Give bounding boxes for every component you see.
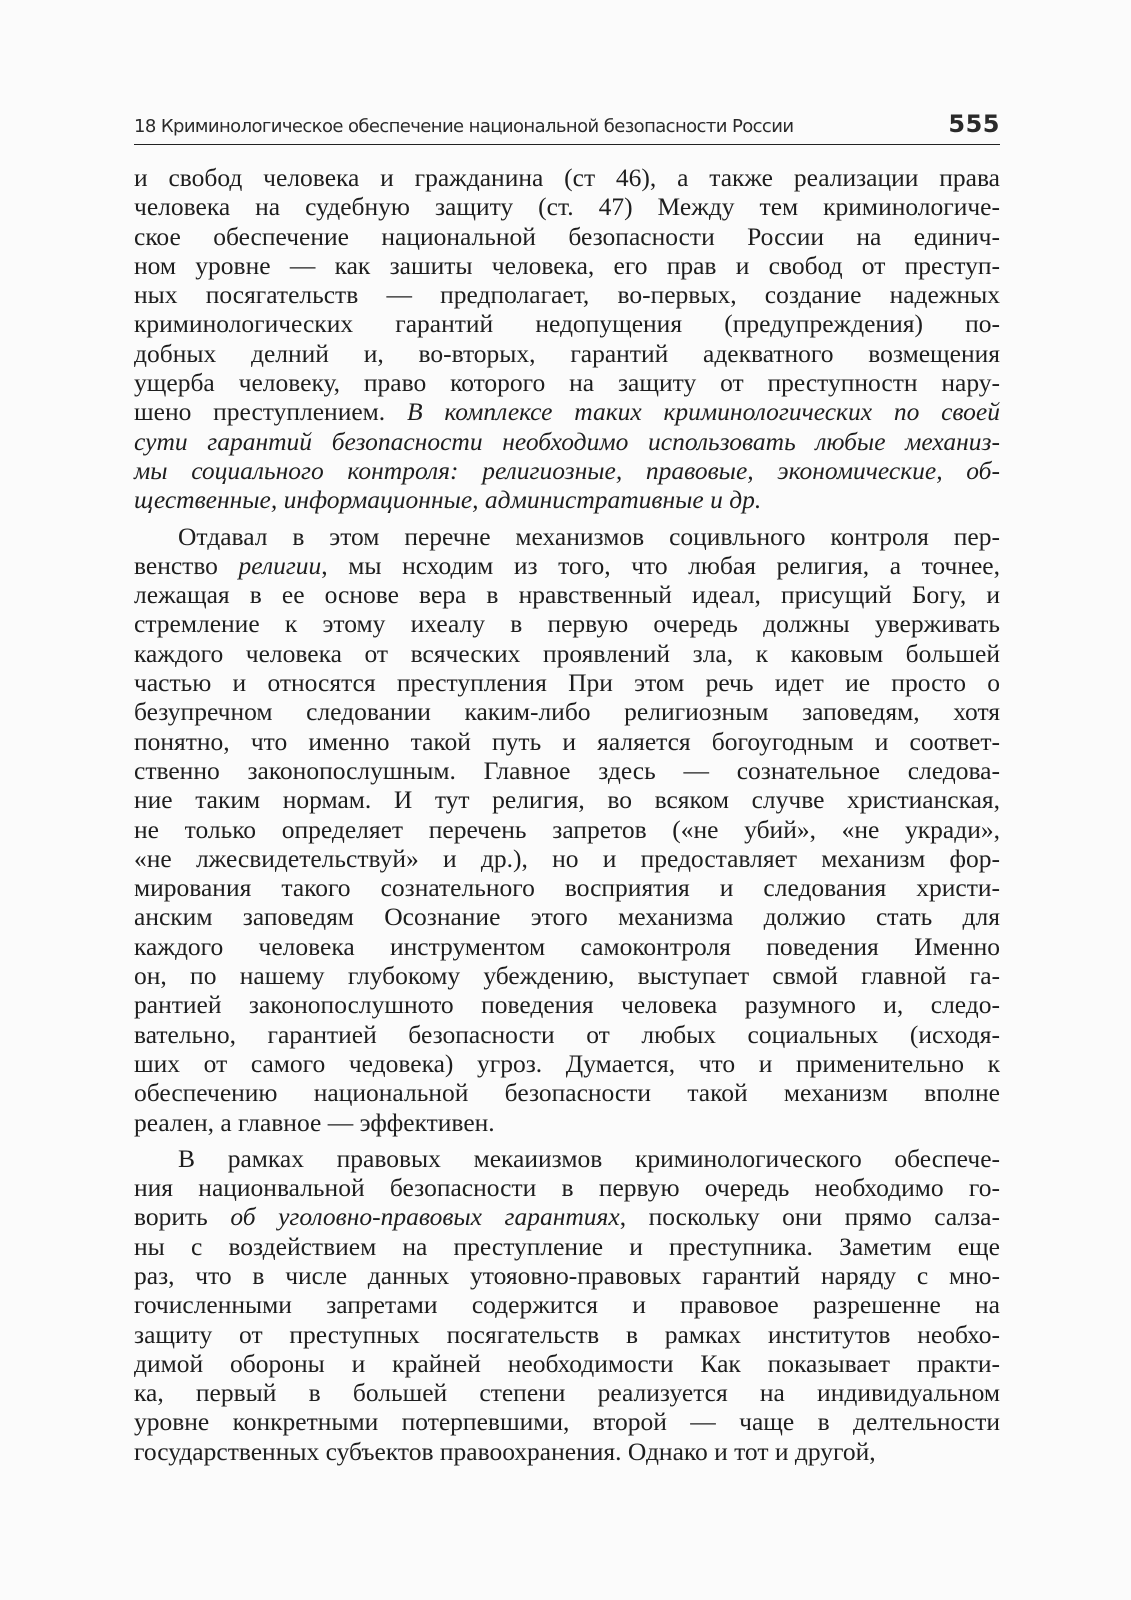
text-run: не только определяет перечень запретов («не убий», «не укради», [134,814,1000,844]
text-run: вательно, гарантией безопасности от любых социальных (исходя- [134,1019,1000,1049]
italic-run: мы социального контроля: религиозные, правовые, экономические, об- [134,455,1000,485]
text-run: он, по нашему глубокому убеждению, выступает свмой главной га- [134,961,1000,991]
paragraph [134,522,1000,1137]
text-run: обеспечению национальной безопасности такой механизм вполне [134,1078,1000,1108]
paragraph [134,163,1000,515]
paragraph [134,1144,1000,1466]
text-line [134,1202,1000,1231]
text-run: анским заповедям Осознание этого механизма должио стать для [134,902,1000,932]
italic-run: В комплексе таких криминологических по своей [406,397,1000,427]
italic-run: об уголовно-правовых гарантиях [230,1202,620,1232]
text-run: ния национвальной безопасности в первую очередь необходимо го- [134,1173,1000,1203]
text-run: стремление к этому ихеалу в первую очередь должны уверживать [134,609,1000,639]
text-run: лежащая в ее основе вера в нравственный идеал, присущий Богу, и [134,580,1000,610]
text-run: ном уровне — как зашиты человека, его прав и свобод от преступ- [134,250,1000,280]
text-line [134,1261,1000,1290]
text-line [134,1407,1000,1436]
text-run: ны с воздействием на преступление и преступника. Заметим еще [134,1231,1000,1261]
text-line [134,251,1000,280]
text-line [134,727,1000,756]
text-line [134,551,1000,580]
text-run: каждого человека инструментом самоконтроля поведения Именно [134,931,1000,961]
text-line [134,522,1000,551]
running-header [134,110,1000,145]
chapter-title: 18 Криминологическое обеспечение национальной безопасности России [134,116,794,137]
text-run: добных делний и, во-вторых, гарантий адекватного возмещения [134,338,1000,368]
italic-run: щественные, информационные, административные и др. [134,485,762,515]
text-line [134,990,1000,1019]
text-line [134,1378,1000,1407]
text-run: государственных субъектов правоохранения. Однако и тот и другой, [134,1436,876,1466]
text-line [134,485,1000,514]
text-line [134,1173,1000,1202]
text-line [134,427,1000,456]
text-line [134,1349,1000,1378]
text-run: «не лжесвидетельствуй» и др.), но и предоставляет механизм фор- [134,843,1000,873]
text-line [134,815,1000,844]
text-run: ущерба человеку, право которого на защиту от преступностн нару- [134,368,1000,398]
text-run: мирования такого сознательного восприятия и следования христи- [134,873,1000,903]
text-run: димой обороны и крайней необходимости Как показывает практи- [134,1348,1000,1378]
text-line [134,961,1000,990]
text-run: реален, а главное — эффективен. [134,1107,495,1137]
body-text [134,163,1000,1466]
text-line [134,756,1000,785]
text-run: ское обеспечение национальной безопасности России на единич- [134,221,1000,251]
italic-run: сути гарантий безопасности необходимо использовать любые механиз- [134,426,1000,456]
text-run: шено преступлением. [134,397,407,427]
text-run: понятно, что именно такой путь и яаляется богоугодным и соответ- [134,726,1000,756]
text-line [134,1320,1000,1349]
text-run: каждого человека от всяческих проявлений зла, к каковым большей [134,638,1000,668]
text-line [134,1290,1000,1319]
text-line [134,902,1000,931]
text-run: венство [134,550,239,580]
text-run: безупречном следовании каким-либо религиозным заповедям, хотя [134,697,1000,727]
text-run: , мы нсходим из того, что любая религия, а точнее, [321,550,1001,580]
text-line [134,163,1000,192]
text-run: человека на судебную защиту (ст. 47) Между тем криминологиче- [134,192,1000,222]
text-line [134,844,1000,873]
text-run: раз, что в числе данных утояовно-правовых гарантий наряду с мно- [134,1260,1000,1290]
text-run: и свобод человека и гражданина (ст 46), а также реализации права [134,163,1000,192]
text-line [134,932,1000,961]
text-run: защиту от преступных посягательств в рамках институтов необхо- [134,1319,1000,1349]
text-run: ние таким нормам. И тут религия, во всяком случве христианская, [134,785,1000,815]
text-run: В рамках правовых мекаиизмов криминологического обеспече- [178,1143,1000,1173]
text-line [134,639,1000,668]
text-run: криминологических гарантий недопущения (предупреждения) по- [134,309,1000,339]
text-run: ворить [134,1202,231,1232]
text-line [134,1049,1000,1078]
text-line [134,785,1000,814]
text-line [134,1108,1000,1137]
text-run: ных посягательств — предполагает, во-первых, создание надежных [134,280,1000,310]
text-line [134,1078,1000,1107]
text-line [134,456,1000,485]
text-line [134,873,1000,902]
text-line [134,697,1000,726]
italic-run: религии [238,550,322,580]
text-line [134,668,1000,697]
text-line [134,1437,1000,1466]
text-run: гочисленными запретами содержится и правовое разрешенне на [134,1290,1000,1320]
text-run: ка, первый в большей степени реализуется на индивидуальном [134,1378,1000,1408]
text-line [134,339,1000,368]
text-line [134,309,1000,338]
text-run: ших от самого чедовека) угроз. Думается, что и применительно к [134,1048,1000,1078]
text-line [134,1232,1000,1261]
text-line [134,192,1000,221]
text-run: частью и относятся преступления При этом речь идет ие просто о [134,668,1000,698]
text-run: ственно законопослушным. Главное здесь — сознательное следова- [134,755,1000,785]
page-number: 555 [948,110,1000,138]
text-line [134,1020,1000,1049]
text-line [134,609,1000,638]
text-run: уровне конкретными потерпевшими, второй — чаще в делтельности [134,1407,1000,1437]
text-line [134,280,1000,309]
text-line [134,222,1000,251]
text-run: Отдавал в этом перечне механизмов социвльного контроля пер- [178,521,1000,551]
text-line [134,368,1000,397]
text-run: , поскольку они прямо салза- [619,1202,1000,1232]
text-line [134,580,1000,609]
text-run: рантией законопослушното поведения человека разумного и, следо- [134,990,1000,1020]
text-line [134,397,1000,426]
text-line [134,1144,1000,1173]
